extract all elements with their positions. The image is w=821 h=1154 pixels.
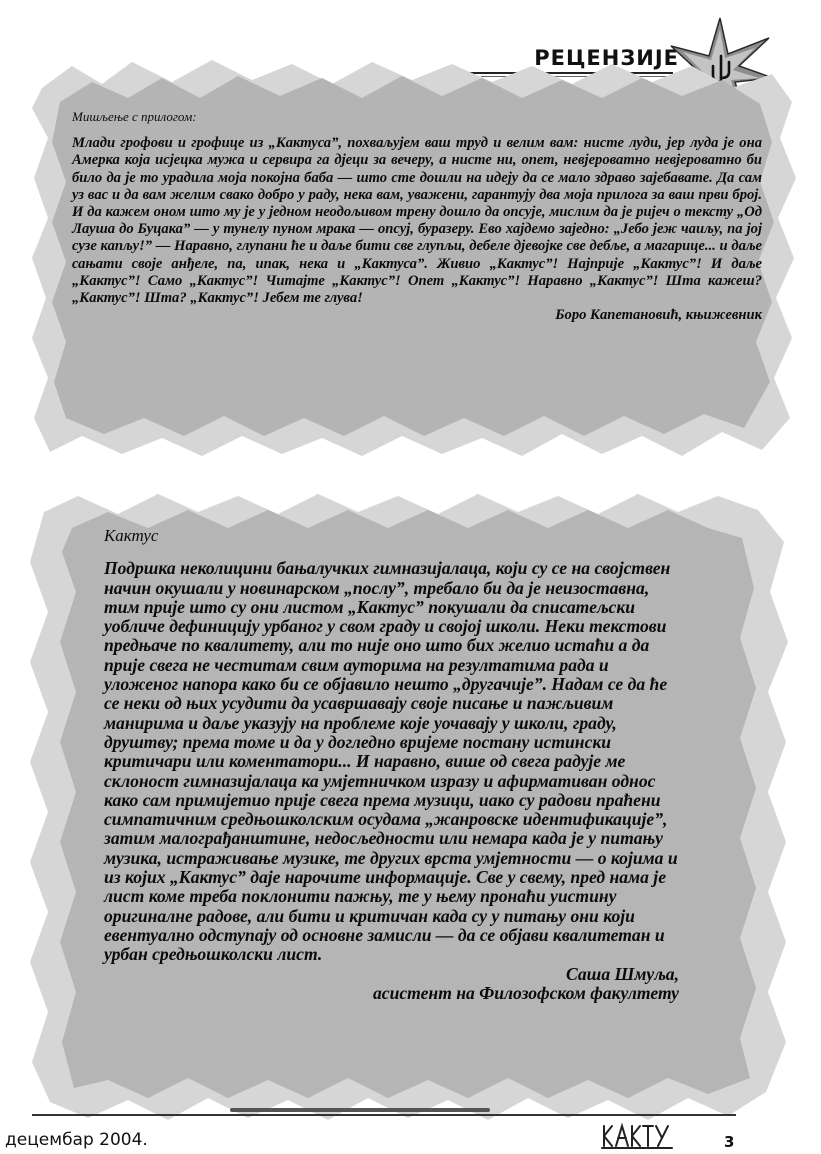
kaktus-logo bbox=[600, 1122, 674, 1150]
review-panel-top bbox=[32, 58, 796, 458]
footer-rule-accent bbox=[230, 1108, 490, 1112]
review-signature-name: Саша Шмуља, bbox=[566, 963, 679, 984]
issue-date: децембар 2004. bbox=[5, 1130, 148, 1150]
review-signature: Боро Капетановић, књижевник bbox=[555, 307, 762, 324]
review-body: Млади грофови и грофице из „Кактуса”, похваљујем ваш труд и велим вам: нисте луди, јер луда је она Амерка која исјецка мужа и сервира га дјеци за вечеру, а нисте ни, опет, невјероватно невјероватно би било да је то урадила моја покојна баба — што сте дошли на идеју да се мало здраво зајебавате. Да сам уз вас и да вам желим свако добро у раду, нека вам, уважени, гарантују два моја прилога за ваш први број. И да кажем оном што му је у једном неодољивом трену дошло да опсује, мислим да је ријеч о тексту „Од Лауша до Буцака” — у тунелу пуном мрака — опсуј, буразеру. Ево хајдемо заједно: „Јебо јеж чаиљу, па јој сузе капљу!” — Наравно, глупани ће и даље бити све глупљи, дебеле дјевојке све дебље, а магарице... и даље сањати своје анђеле, па, ипак, нека и „Кактуса”. Живио „Кактус”! Најприје „Кактус”! И даље „Кактус”! Само „Кактус”! Читајте „Кактус”! Опет „Кактус”! Наравно „Кактус”! Шта кажеш? „Кактус”! Шта? „Кактус”! Јебем те глува! bbox=[72, 135, 762, 307]
review-heading: Кактус bbox=[104, 526, 159, 545]
review-signature-title: асистент на Филозофском факултету bbox=[372, 982, 679, 1003]
section-title: РЕЦЕНЗИЈЕ bbox=[534, 46, 679, 70]
footer-rule bbox=[32, 1114, 736, 1116]
review-content bbox=[72, 108, 762, 324]
review-panel-bottom bbox=[28, 492, 788, 1122]
page-number: 3 bbox=[724, 1133, 735, 1151]
review-intro: Мишљење с прилогом: bbox=[72, 109, 197, 124]
review-body: Подршка неколицини бањалучких гимназијалаца, који су се на својствен начин окушали у новинарском „послу”, требало би да је неизоставна, тим прије што су они листом „Кактус” покушали да списатељски уобличе дефиницију урбаног у свом граду и својој школи. Неки текстови предњаче по квалитету, али то није оно што бих желио истаћи а да прије свега не честитам свим ауторима на резултатима рада и уложеног напора како би се објавило нешто „другачије”. Надам се да ће се неки од њих усудити да усавршавају своје писање и пажљивим манирима и даље указују на проблеме које уочавају у школи, граду, друштву; према томе и да у догледно вријеме постану истински критичари или коментатори... И наравно, више од свега радује ме склоност гимназијалаца ка умјетничком изразу и афирмативан однос како сам примијетио прије свега према музици, иако су радови праћени симпатичним средњошколским осудама „жанровске идентификације”, затим малограђанштине, недосљедности или немара када је у питању музика, истраживање музике, те других врста умјетности — о којима и из којих „Кактус” даје нарочите информације. Све у свему, пред нама је лист коме треба поклонити пажњу, те у њему пронаћи уистину оригиналне радове, али бити и критичан када су у питању они који евентуално одступају од основне замисли — да се објави квалитетан и урбан средњошколски лист. bbox=[104, 558, 678, 965]
review-content bbox=[104, 526, 679, 1003]
